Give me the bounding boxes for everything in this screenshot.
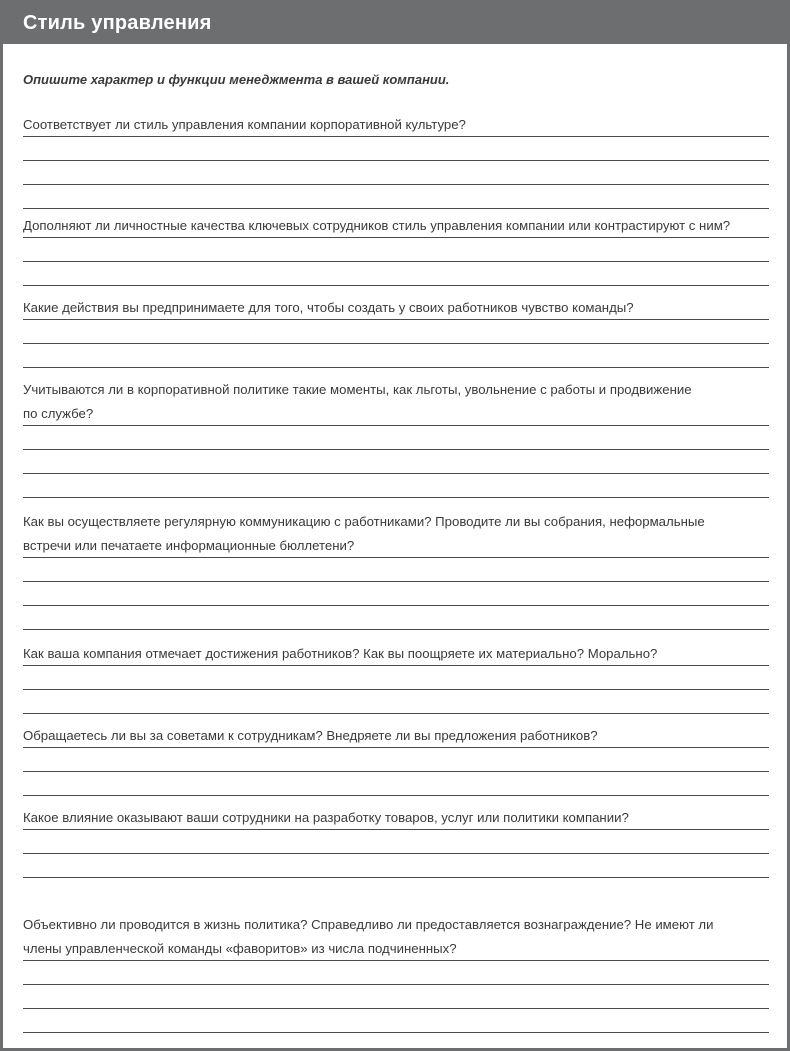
question-block [23, 642, 769, 714]
question-block [23, 510, 769, 630]
answer-line[interactable] [23, 344, 769, 368]
question-text: Соответствует ли стиль управления компании корпоративной культуре? [23, 117, 470, 132]
answer-line[interactable] [23, 450, 769, 474]
answer-line[interactable] [23, 830, 769, 854]
answer-line[interactable] [23, 854, 769, 878]
question-text: Дополняют ли личностные качества ключевых сотрудников стиль управления компании или контрастируют с ним? [23, 218, 734, 233]
question-line [23, 724, 769, 748]
answer-line[interactable] [23, 558, 769, 582]
answer-blank-inline[interactable] [23, 665, 769, 666]
answer-line[interactable] [23, 748, 769, 772]
answer-blank-inline[interactable] [23, 747, 769, 748]
answer-line[interactable] [23, 1009, 769, 1033]
answer-line[interactable] [23, 582, 769, 606]
section-title: Стиль управления [23, 12, 212, 34]
question-block [23, 378, 769, 498]
question-text: Какое влияние оказывают ваши сотрудники на разработку товаров, услуг или политики компании? [23, 810, 633, 825]
question-line [23, 913, 769, 937]
answer-line[interactable] [23, 238, 769, 262]
answer-line[interactable] [23, 772, 769, 796]
answer-line[interactable] [23, 426, 769, 450]
answer-blank-inline[interactable] [23, 319, 769, 320]
intro-instruction: Опишите характер и функции менеджмента в вашей компании. [23, 72, 450, 87]
question-line [23, 534, 769, 558]
question-line [23, 214, 769, 238]
question-block [23, 913, 769, 1033]
answer-line[interactable] [23, 666, 769, 690]
question-block [23, 806, 769, 878]
question-line [23, 806, 769, 830]
question-text: Как вы осуществляете регулярную коммуникацию с работниками? Проводите ли вы собрания, неформальные [23, 514, 709, 529]
question-text: Какие действия вы предпринимаете для того, чтобы создать у своих работников чувство команды? [23, 300, 638, 315]
question-block [23, 296, 769, 368]
question-block [23, 214, 769, 286]
question-text: встречи или печатаете информационные бюллетени? [23, 538, 358, 553]
question-text: Объективно ли проводится в жизнь политика? Справедливо ли предоставляется вознаграждение? Не имеют ли [23, 917, 717, 932]
question-line [23, 937, 769, 961]
question-text: Как ваша компания отмечает достижения работников? Как вы поощряете их материально? Морально? [23, 646, 661, 661]
question-block [23, 724, 769, 796]
question-line [23, 642, 769, 666]
section-header [3, 3, 787, 44]
answer-line[interactable] [23, 961, 769, 985]
question-text: Обращаетесь ли вы за советами к сотрудникам? Внедряете ли вы предложения работников? [23, 728, 602, 743]
answer-line[interactable] [23, 474, 769, 498]
question-text: члены управленческой команды «фаворитов» из числа подчиненных? [23, 941, 461, 956]
answer-blank-inline[interactable] [23, 557, 769, 558]
answer-line[interactable] [23, 985, 769, 1009]
question-line [23, 402, 769, 426]
answer-line[interactable] [23, 185, 769, 209]
answer-blank-inline[interactable] [23, 425, 769, 426]
question-line [23, 113, 769, 137]
answer-blank-inline[interactable] [23, 237, 769, 238]
answer-line[interactable] [23, 161, 769, 185]
answer-blank-inline[interactable] [23, 136, 769, 137]
answer-line[interactable] [23, 137, 769, 161]
question-line [23, 378, 769, 402]
question-text: по службе? [23, 406, 97, 421]
question-line [23, 510, 769, 534]
answer-line[interactable] [23, 320, 769, 344]
answer-line[interactable] [23, 690, 769, 714]
answer-blank-inline[interactable] [23, 960, 769, 961]
answer-blank-inline[interactable] [23, 829, 769, 830]
answer-line[interactable] [23, 606, 769, 630]
question-line [23, 296, 769, 320]
question-block [23, 113, 769, 209]
answer-line[interactable] [23, 262, 769, 286]
question-text: Учитываются ли в корпоративной политике такие моменты, как льготы, увольнение с работы и продвижение [23, 382, 696, 397]
